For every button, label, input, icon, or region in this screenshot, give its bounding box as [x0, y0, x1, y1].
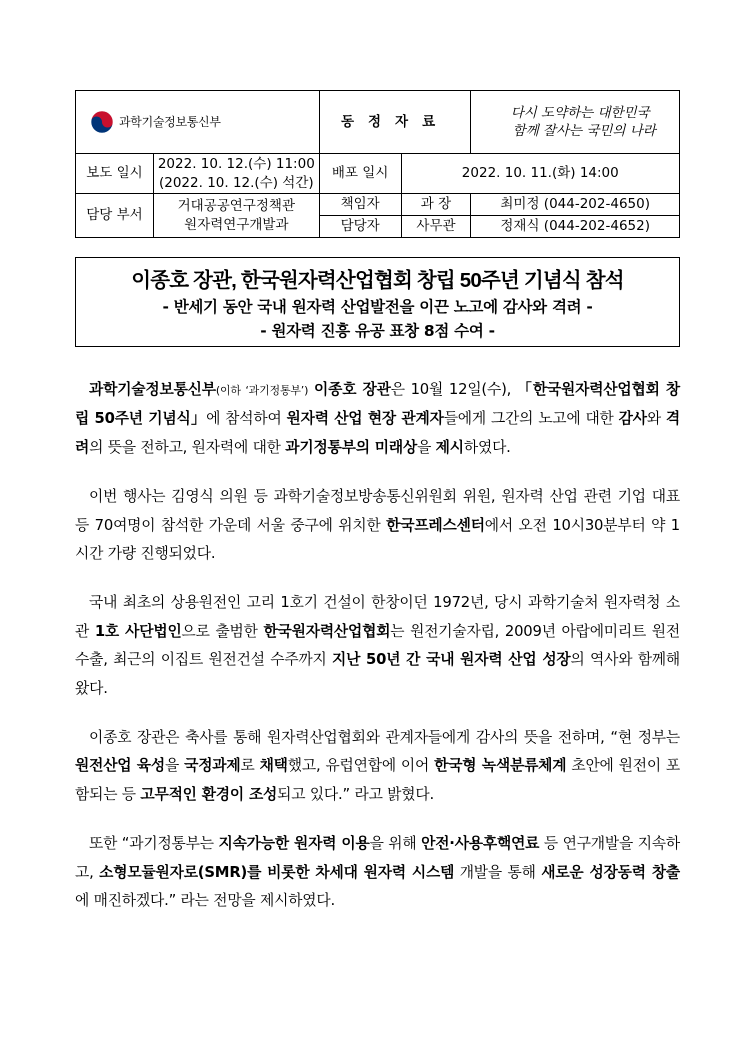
p3-text-e: 는 원전기술자립, 2009년 아랍에미리트 원전수출, 최근의 이집트 원전건설 수주까지: [75, 622, 680, 669]
p5-text-c: 을 위해: [369, 835, 422, 853]
p2-text-a: 이번 행사는 김영식 의원 등 과학기술정보방송통신위원회 위원, 원자력 산업 관련 기업 대표 등 70여명이 참석한 가운데 서울 중구에 위치한: [75, 488, 680, 534]
p4-national-task: 국정과제: [184, 757, 241, 775]
p4-text-c: 을: [165, 757, 185, 775]
manager-label: 책임자: [319, 194, 401, 216]
p1-stakeholders: 원자력 산업 현장 관계자: [286, 410, 444, 428]
p4-adopt: 채택: [259, 757, 288, 775]
p2-venue: 한국프레스센터: [386, 516, 485, 534]
p1-text-k: 와: [646, 410, 666, 428]
paragraph-4: [75, 724, 680, 809]
p4-environment: 고무적인 환경이 조성: [140, 785, 278, 803]
release-label: 보도 일시: [76, 154, 154, 194]
p4-text-k: 되고 있다.” 라고 밝혔다.: [277, 785, 434, 803]
header-table: [75, 90, 680, 238]
slogan-line-1: 다시 도약하는 대한민국: [510, 104, 650, 121]
article-body: [75, 376, 680, 937]
p3-text-a: 국내 최초의 상용원전인 고리 1호기 건설이 한창이던 1972년, 당시 과학기술처 원자력청 소관: [75, 594, 680, 640]
distribution-value: 2022. 10. 11.(화) 14:00: [401, 154, 679, 194]
p5-sustainable: 지속가능한 원자력 이용: [218, 835, 370, 853]
p4-text-g: 했고, 유럽연합에 이어: [287, 757, 435, 775]
headline-box: [75, 257, 680, 347]
p1-text-q: 하였다.: [463, 438, 511, 456]
staff-name: 정재식 (044-202-4652): [471, 216, 680, 238]
p1-encourage: 격려: [75, 410, 680, 456]
p5-text-i: 에 매진하겠다.” 라는 전망을 제시하였다.: [75, 892, 335, 910]
p1-minister: 이종호 장관: [314, 381, 391, 398]
p1-text-g: 에 참석하여: [206, 410, 287, 428]
taegeuk-emblem-icon: [90, 110, 114, 134]
paragraph-1: [75, 376, 680, 462]
paragraph-2: [75, 483, 680, 568]
dept-line-2: 원자력연구개발과: [184, 216, 289, 233]
slogan-line-2: 함께 잘사는 국민의 나라: [512, 123, 656, 139]
p1-vision: 과기정통부의 미래상: [285, 438, 418, 456]
p1-abbrev: (이하 ‘과기정통부’): [215, 384, 309, 397]
p5-smr: 소형모듈원자로(SMR)를 비롯한 차세대 원자력 시스템: [99, 863, 455, 881]
p1-text-i: 들에게 그간의 노고에 대한: [443, 410, 619, 428]
headline-title: 이종호 장관, 한국원자력산업협회 창립 50주년 기념식 참석: [131, 269, 624, 292]
p4-taxonomy: 한국형 녹색분류체계: [434, 757, 567, 775]
p3-growth: 지난 50년 간 국내 원자력 산업 성장: [332, 651, 571, 669]
dept-line-1: 거대공공연구정책관: [177, 198, 295, 215]
release-value-line-1: 2022. 10. 12.(수) 11:00: [157, 156, 315, 173]
p4-text-e: 로: [240, 757, 260, 775]
p1-event: 「한국원자력산업협회 창립 50주년 기념식」: [75, 381, 680, 428]
p1-text-e: 은 10월 12일(수),: [390, 381, 517, 398]
p3-association: 한국원자력산업협회: [263, 622, 391, 640]
headline-subtitle-1: - 반세기 동안 국내 원자력 산업발전을 이끈 노고에 감사와 격려 -: [162, 298, 593, 316]
p1-text-o: 을: [417, 438, 436, 456]
paragraph-5: [75, 830, 680, 915]
headline-subtitle-2: - 원자력 진흥 유공 표창 8점 수여 -: [260, 322, 495, 340]
p2-text-c: 에서 오전 10시30분부터 약 1시간 가량 진행되었다.: [75, 516, 680, 563]
p5-growth-engine: 새로운 성장동력 창출: [541, 863, 681, 881]
p5-safety-fuel: 안전·사용후핵연료: [421, 835, 540, 853]
p1-ministry: 과학기술정보통신부: [89, 381, 216, 398]
dept-value: [153, 194, 319, 238]
ministry-name: 과학기술정보통신부: [119, 114, 221, 129]
p5-text-a: 또한 “과기정통부는: [89, 835, 219, 853]
manager-title: 과 장: [401, 194, 471, 216]
p1-thanks: 감사: [618, 410, 647, 428]
staff-title: 사무관: [401, 216, 471, 238]
manager-name: 최미정 (044-202-4650): [471, 194, 680, 216]
p3-corp: 1호 사단법인: [94, 622, 182, 640]
p4-text-i: 초안에 원전이 포함되는 등: [75, 757, 680, 803]
logo-cell: [76, 91, 320, 154]
dept-label: 담당 부서: [76, 194, 154, 238]
doc-type-title: 동정자료: [319, 91, 471, 154]
paragraph-3: [75, 589, 680, 703]
slogan: [471, 91, 680, 154]
p1-text-m: 의 뜻을 전하고, 원자력에 대한: [89, 438, 286, 456]
distribution-label: 배포 일시: [319, 154, 401, 194]
release-value: [153, 154, 319, 194]
p1-present: 제시: [435, 438, 464, 456]
p5-text-e: 등 연구개발을 지속하고,: [75, 835, 680, 881]
p3-text-c: 으로 출범한: [181, 622, 264, 640]
staff-label: 담당자: [319, 216, 401, 238]
p3-text-g: 의 역사와 함께해 왔다.: [75, 651, 680, 697]
release-value-line-2: (2022. 10. 12.(수) 석간): [158, 174, 314, 191]
p4-text-a: 이종호 장관은 축사를 통해 원자력산업협회와 관계자들에게 감사의 뜻을 전하며, “현 정부는: [89, 729, 680, 747]
p4-industry: 원전산업 육성: [75, 757, 165, 775]
p5-text-g: 개발을 통해: [454, 863, 542, 881]
